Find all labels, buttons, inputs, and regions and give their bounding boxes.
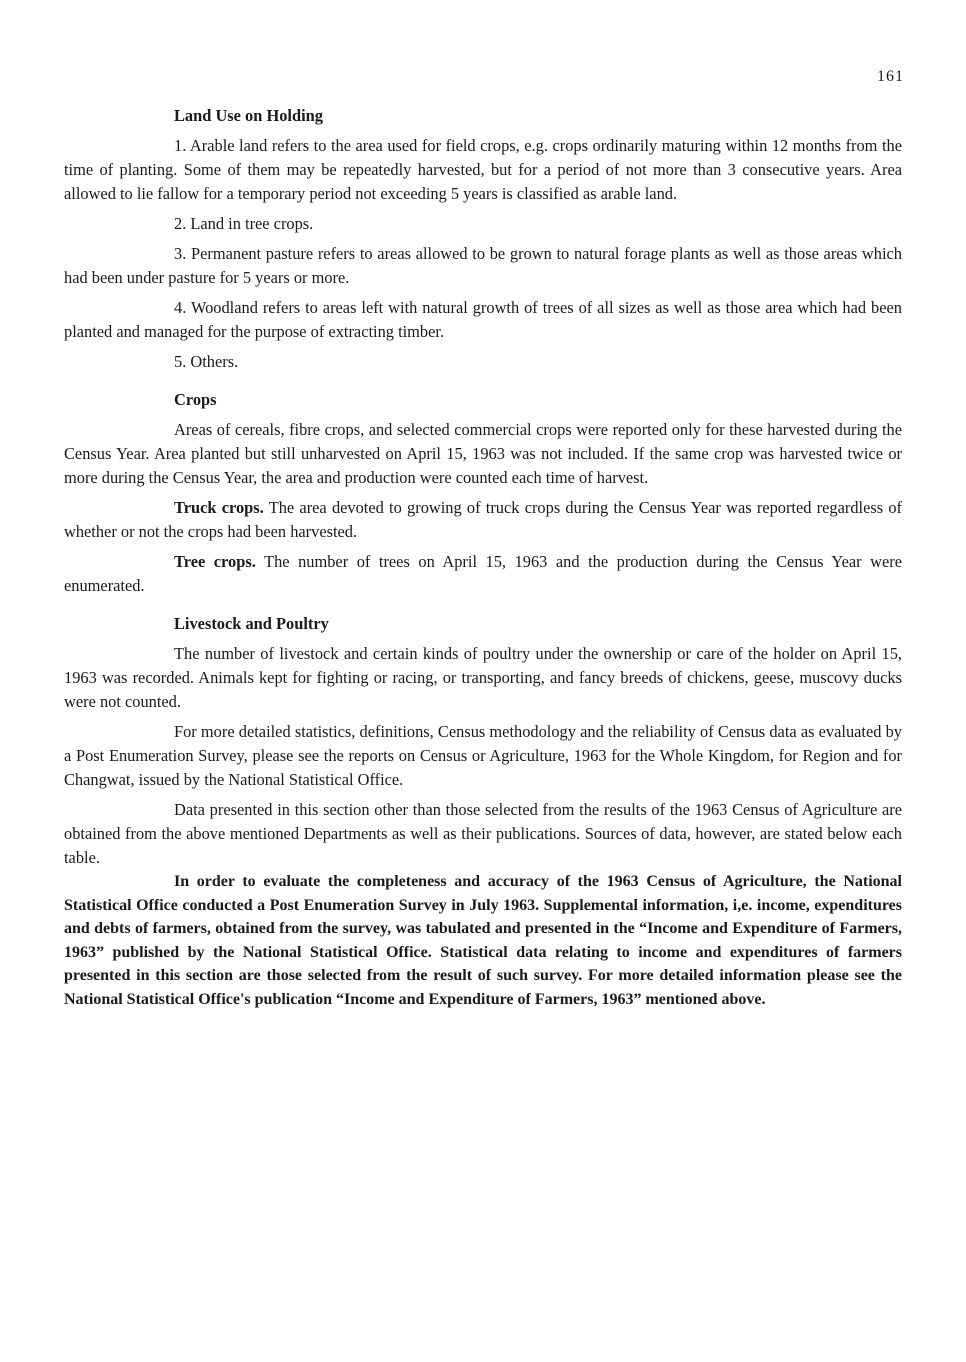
truck-crops-paragraph xyxy=(64,496,902,544)
truck-crops-text: The area devoted to growing of truck crops during the Census Year was reported regardless of whether or not the crops had been harvested. xyxy=(64,498,903,541)
document-body xyxy=(64,104,902,1012)
post-enumeration-paragraph: In order to evaluate the completeness and accuracy of the 1963 Census of Agriculture, the National Statistical Office conducted a Post Enumeration Survey in July 1963. Supplemental information, i,e. income, expenditures and debts of farmers, obtained from the survey, was tabulated and presented in the “Income and Expenditure of Farmers, 1963” published by the National Statistical Office. Statistical data relating to income and expenditures of farmers presented in this section are those selected from the result of such survey. For more detailed information please see the National Statistical Office's publication “Income and Expenditure of Farmers, 1963” mentioned above. xyxy=(64,873,902,1008)
crops-paragraph: Areas of cereals, fibre crops, and selected commercial crops were reported only for these harvested during the Census Year. Area planted but still unharvested on April 15, 1963 was not included. If the same crop was harvested twice or more during the Census Year, the area and production were counted each time of harvest. xyxy=(64,420,902,487)
tree-crops-paragraph xyxy=(64,550,902,598)
heading-land-use: Land Use on Holding xyxy=(174,106,323,125)
land-use-item-3: 3. Permanent pasture refers to areas allowed to be grown to natural forage plants as well as those areas which had been under pasture for 5 years or more. xyxy=(64,244,902,287)
land-use-item-5: 5. Others. xyxy=(174,352,239,371)
page-number: 161 xyxy=(877,68,904,85)
heading-crops: Crops xyxy=(174,390,217,409)
livestock-paragraph-1: The number of livestock and certain kinds of poultry under the ownership or care of the holder on April 15, 1963 was recorded. Animals kept for fighting or racing, or transporting, and fancy breeds of chickens, geese, muscovy ducks were not counted. xyxy=(64,644,902,711)
livestock-paragraph-2: For more detailed statistics, definitions, Census methodology and the reliability of Census data as evaluated by a Post Enumeration Survey, please see the reports on Census or Agriculture, 1963 for the Whole Kingdom, for Region and for Changwat, issued by the National Statistical Office. xyxy=(64,722,902,789)
tree-crops-text: The number of trees on April 15, 1963 and the production during the Census Year were enumerated. xyxy=(64,552,902,595)
land-use-item-4: 4. Woodland refers to areas left with natural growth of trees of all sizes as well as those area which had been planted and managed for the purpose of extracting timber. xyxy=(64,298,902,341)
tree-crops-lead: Tree crops. xyxy=(174,552,256,571)
land-use-item-2: 2. Land in tree crops. xyxy=(174,214,314,233)
data-sources-paragraph: Data presented in this section other than those selected from the results of the 1963 Census of Agriculture are obtained from the above mentioned Departments as well as their publications. Sources of data, however, are stated below each table. xyxy=(64,800,902,867)
heading-livestock: Livestock and Poultry xyxy=(174,614,329,633)
land-use-item-1: 1. Arable land refers to the area used for field crops, e.g. crops ordinarily maturing within 12 months from the time of planting. Some of them may be repeatedly harvested, but for a period of not more than 3 consecutive years. Area allowed to lie fallow for a temporary period not exceeding 5 years is classified as arable land. xyxy=(64,136,902,203)
truck-crops-lead: Truck crops. xyxy=(174,498,264,517)
